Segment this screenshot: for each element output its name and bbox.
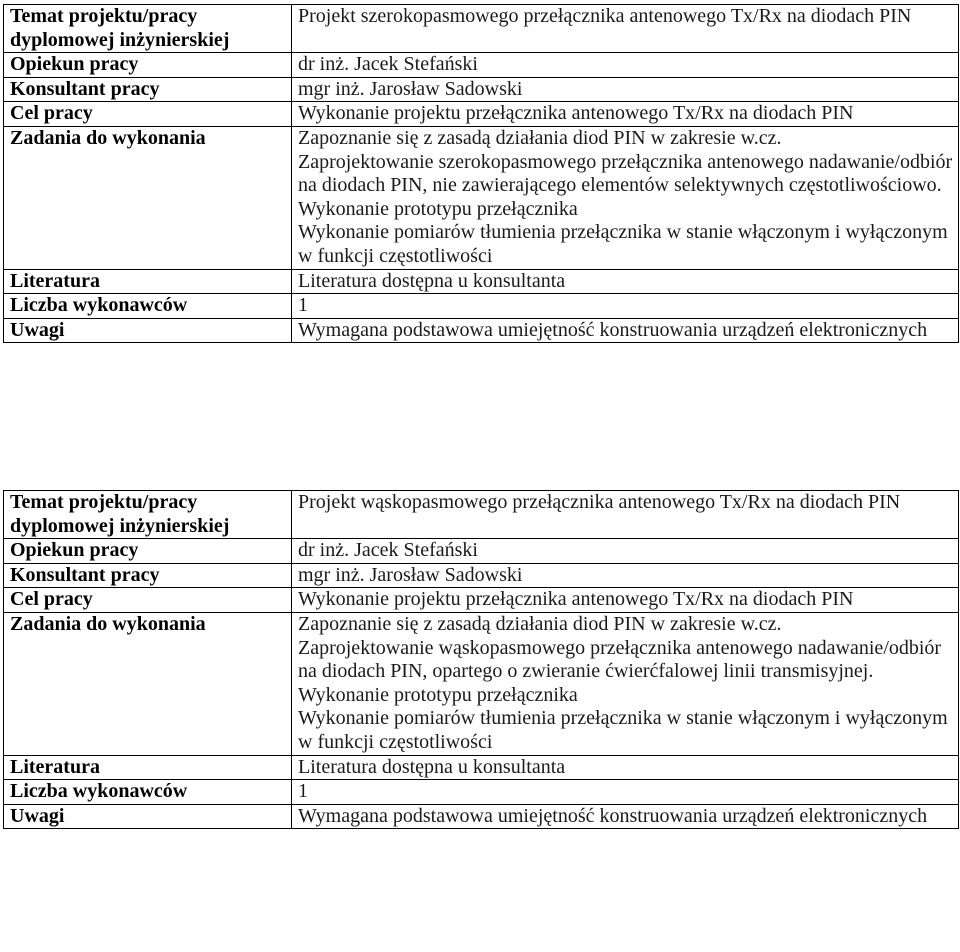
- table-row: [4, 588, 959, 613]
- literature-label: Literatura: [4, 269, 292, 294]
- goal-value: Wykonanie projektu przełącznika antenowego Tx/Rx na diodach PIN: [292, 102, 959, 127]
- table-row: [4, 804, 959, 829]
- remarks-label: Uwagi: [4, 804, 292, 829]
- task-item: Wykonanie pomiarów tłumienia przełącznika w stanie włączonym i wyłączonym w funkcji częstotliwości: [298, 707, 948, 753]
- table-row: [4, 53, 959, 78]
- task-item: Zaprojektowanie szerokopasmowego przełącznika antenowego nadawanie/odbiór na diodach PIN, nie zawierającego elementów selektywnych częstotliwościowo.: [298, 150, 953, 197]
- table-row: [4, 102, 959, 127]
- contributors-count-label: Liczba wykonawców: [4, 780, 292, 805]
- topic-title-value: Projekt wąskopasmowego przełącznika antenowego Tx/Rx na diodach PIN: [292, 491, 959, 539]
- tasks-label: Zadania do wykonania: [4, 612, 292, 755]
- supervisor-value: dr inż. Jacek Stefański: [292, 53, 959, 78]
- goal-label: Cel pracy: [4, 588, 292, 613]
- task-item: Zapoznanie się z zasadą działania diod PIN w zakresie w.cz.: [298, 612, 782, 635]
- consultant-value: mgr inż. Jarosław Sadowski: [292, 563, 959, 588]
- contributors-count-value: 1: [292, 294, 959, 319]
- remarks-value: Wymagana podstawowa umiejętność konstruowania urządzeń elektronicznych: [292, 804, 959, 829]
- table-row: [4, 780, 959, 805]
- table-row: [4, 755, 959, 780]
- topic-table-2: [3, 490, 959, 829]
- literature-label: Literatura: [4, 755, 292, 780]
- table-row: [4, 563, 959, 588]
- tasks-value: [292, 126, 959, 269]
- topic-title-label: Temat projektu/pracy dyplomowej inżynierskiej: [4, 491, 292, 539]
- goal-label: Cel pracy: [4, 102, 292, 127]
- consultant-label: Konsultant pracy: [4, 563, 292, 588]
- task-item: Zapoznanie się z zasadą działania diod PIN w zakresie w.cz.: [298, 126, 782, 149]
- task-item: Zaprojektowanie wąskopasmowego przełącznika antenowego nadawanie/odbiór na diodach PIN, opartego o zwieranie ćwierćfalowej linii transmisyjnej.: [298, 636, 942, 683]
- supervisor-label: Opiekun pracy: [4, 539, 292, 564]
- table-row: [4, 5, 959, 53]
- literature-value: Literatura dostępna u konsultanta: [292, 269, 959, 294]
- topic-title-value: Projekt szerokopasmowego przełącznika antenowego Tx/Rx na diodach PIN: [292, 5, 959, 53]
- table-row: [4, 318, 959, 343]
- supervisor-label: Opiekun pracy: [4, 53, 292, 78]
- tasks-label: Zadania do wykonania: [4, 126, 292, 269]
- tasks-value: [292, 612, 959, 755]
- topic-title-label: Temat projektu/pracy dyplomowej inżynierskiej: [4, 5, 292, 53]
- task-item: Wykonanie pomiarów tłumienia przełącznika w stanie włączonym i wyłączonym w funkcji częstotliwości: [298, 221, 948, 267]
- table-row: [4, 77, 959, 102]
- remarks-label: Uwagi: [4, 318, 292, 343]
- supervisor-value: dr inż. Jacek Stefański: [292, 539, 959, 564]
- consultant-label: Konsultant pracy: [4, 77, 292, 102]
- table-row: [4, 539, 959, 564]
- remarks-value: Wymagana podstawowa umiejętność konstruowania urządzeń elektronicznych: [292, 318, 959, 343]
- goal-value: Wykonanie projektu przełącznika antenowego Tx/Rx na diodach PIN: [292, 588, 959, 613]
- consultant-value: mgr inż. Jarosław Sadowski: [292, 77, 959, 102]
- contributors-count-label: Liczba wykonawców: [4, 294, 292, 319]
- literature-value: Literatura dostępna u konsultanta: [292, 755, 959, 780]
- contributors-count-value: 1: [292, 780, 959, 805]
- table-row: [4, 612, 959, 755]
- table-row: [4, 126, 959, 269]
- table-row: [4, 294, 959, 319]
- table-row: [4, 491, 959, 539]
- task-item: Wykonanie prototypu przełącznika: [298, 683, 578, 706]
- table-row: [4, 269, 959, 294]
- task-item: Wykonanie prototypu przełącznika: [298, 197, 578, 220]
- topic-table-1: [3, 4, 959, 343]
